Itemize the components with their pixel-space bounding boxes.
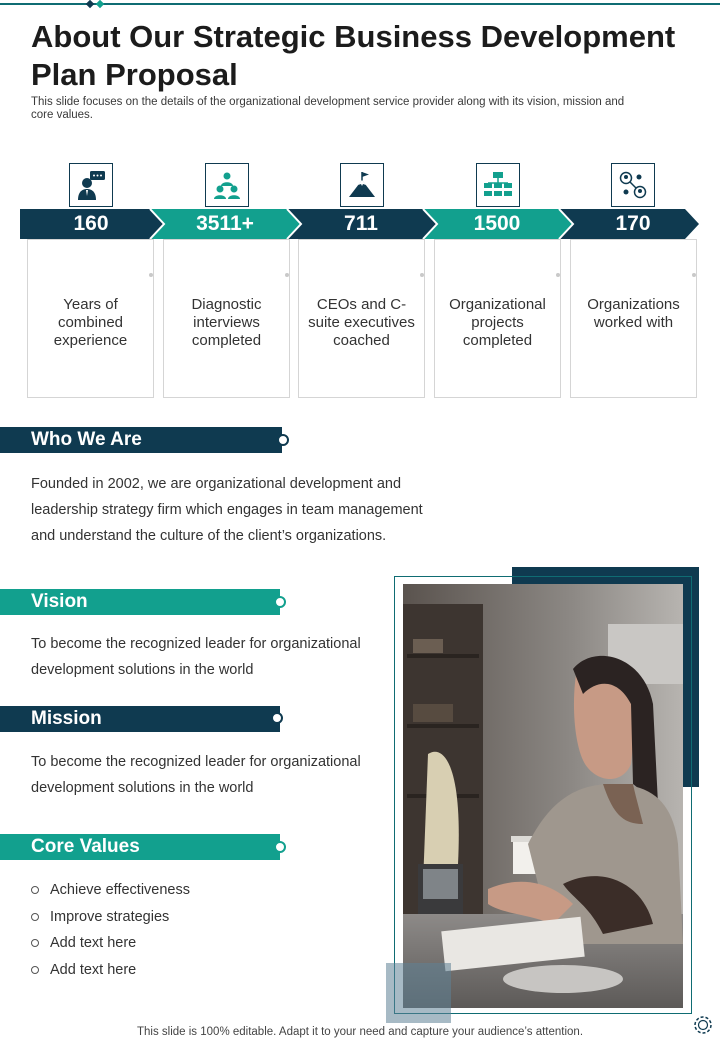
stat-label: Years of combined experience: [53, 296, 128, 349]
card-dot: [149, 273, 153, 277]
who-we-are-header: [0, 427, 282, 453]
section-title: Mission: [31, 708, 102, 729]
stat-card: [298, 239, 425, 398]
page-title: About Our Strategic Business Development Plan Proposal: [31, 19, 676, 92]
stat-value: 170: [615, 212, 651, 235]
who-we-are-text: Founded in 2002, we are organizational development and leadership strategy firm which engages in team management and understand the culture of the client’s organizations.: [31, 476, 423, 544]
business-person-chat-icon: [75, 169, 107, 201]
stat-label: Diagnostic interviews completed: [191, 296, 262, 349]
vision-header: [0, 589, 280, 615]
core-values-header: [0, 834, 280, 860]
list-item: Add text here: [31, 957, 190, 984]
photo-accent-square: [386, 963, 451, 1023]
gear-icon: [690, 1012, 716, 1038]
stat-label: Organizational projects completed: [449, 296, 546, 349]
stat-icon-box: [476, 163, 520, 207]
list-item: Achieve effectiveness: [31, 877, 190, 904]
stat-card: [434, 239, 561, 398]
stat-icon-box: [69, 163, 113, 207]
section-title: Core Values: [31, 836, 140, 857]
stat-value: 1500: [473, 212, 521, 235]
stat-value: 711: [344, 212, 378, 235]
stat-label: Organizations worked with: [587, 296, 680, 331]
list-item: Add text here: [31, 930, 190, 957]
circle-bullet-icon: [31, 939, 39, 947]
section-marker: [274, 841, 286, 853]
org-chart-icon: [482, 169, 514, 201]
section-marker: [277, 434, 289, 446]
footer-note: This slide is 100% editable. Adapt it to your need and capture your audience’s attention.: [136, 1026, 584, 1038]
stat-card: [27, 239, 154, 398]
section-marker: [274, 596, 286, 608]
stat-icon-box: [611, 163, 655, 207]
vision-text: To become the recognized leader for organizational development solutions in the world: [31, 636, 361, 678]
mountain-flag-icon: [346, 169, 378, 201]
mission-text: To become the recognized leader for organizational development solutions in the world: [31, 754, 361, 796]
stat-icon-box: [340, 163, 384, 207]
mission-header: [0, 706, 280, 732]
card-dot: [420, 273, 424, 277]
network-people-icon: [617, 169, 649, 201]
list-item: Improve strategies: [31, 904, 190, 931]
section-marker: [271, 712, 283, 724]
card-dot: [692, 273, 696, 277]
circle-bullet-icon: [31, 913, 39, 921]
stat-card: [570, 239, 697, 398]
core-values-list: [31, 877, 190, 983]
meeting-photo: [403, 584, 683, 1008]
stat-value: 3511+: [196, 212, 254, 235]
stat-value: 160: [73, 212, 109, 235]
card-dot: [556, 273, 560, 277]
card-dot: [285, 273, 289, 277]
group-meeting-icon: [211, 169, 243, 201]
page-subtitle: This slide focuses on the details of the organizational development service provider along with its vision, mission and core values.: [31, 96, 625, 121]
stat-card: [163, 239, 290, 398]
top-accent-line: [0, 3, 720, 5]
circle-bullet-icon: [31, 886, 39, 894]
circle-bullet-icon: [31, 966, 39, 974]
diamond-icon: [96, 0, 104, 8]
section-title: Vision: [31, 591, 88, 612]
section-title: Who We Are: [31, 429, 142, 450]
diamond-icon: [86, 0, 94, 8]
stat-label: CEOs and C-suite executives coached: [308, 296, 415, 349]
stat-icon-box: [205, 163, 249, 207]
